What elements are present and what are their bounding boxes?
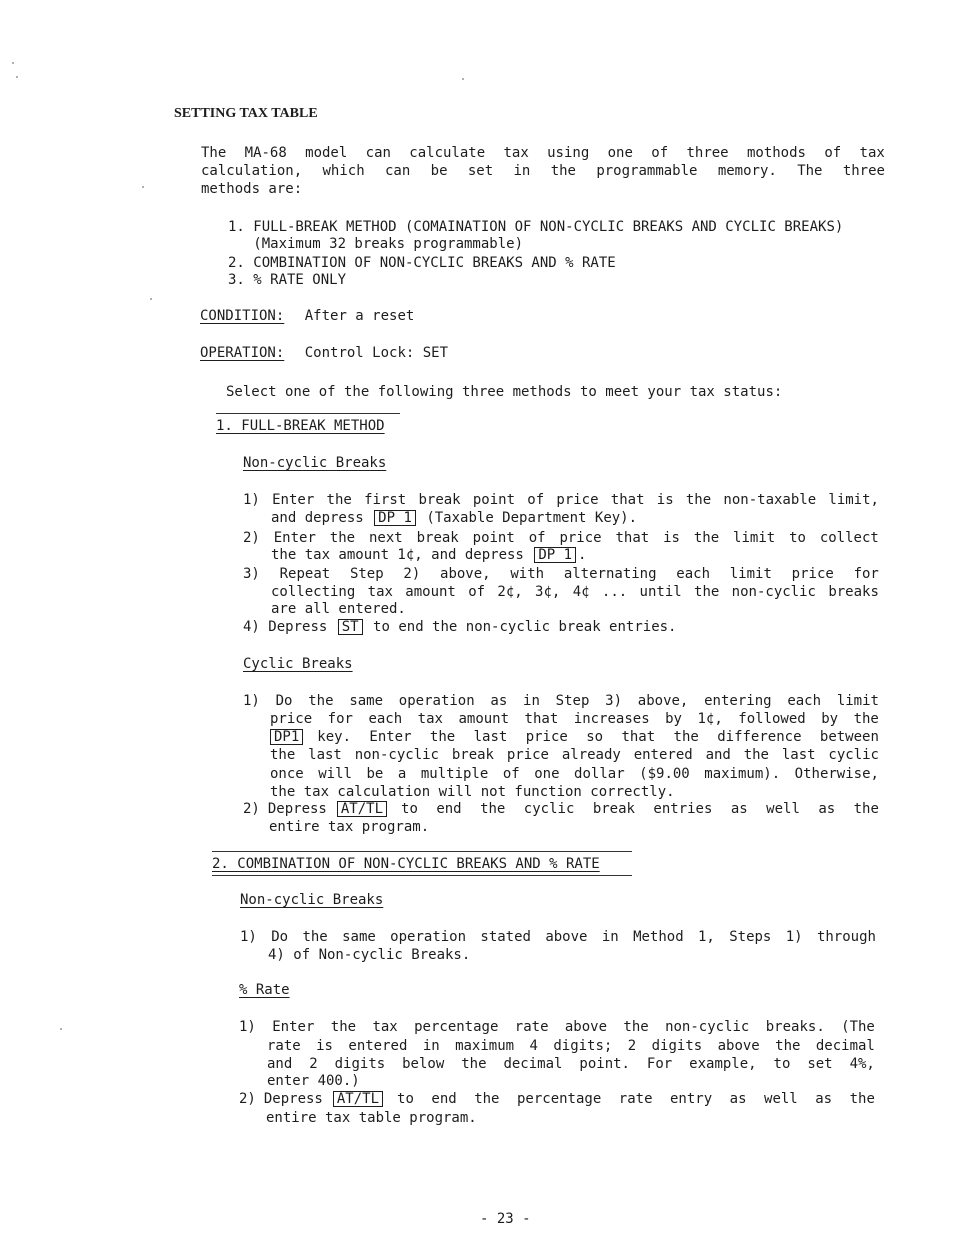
cyclic-step-2-line-2: entire tax program. (269, 819, 430, 835)
word: as (818, 801, 836, 817)
word: as (730, 801, 748, 817)
word: limit (733, 530, 776, 546)
word: and (705, 747, 731, 763)
step-2-line-1 (243, 529, 879, 547)
scan-speck (16, 76, 18, 78)
word: collect (819, 530, 879, 546)
word: The (797, 163, 823, 179)
word: alternating (563, 566, 657, 582)
word: end (436, 801, 462, 817)
word: amount (405, 584, 456, 600)
noncyclic-title-2: Non-cyclic Breaks (240, 892, 384, 908)
cyclic-step-1-line-4 (270, 746, 879, 764)
word: in (523, 693, 540, 709)
condition-row (200, 307, 414, 325)
step-3-line-3: are all entered. (271, 601, 406, 617)
word: the (673, 729, 699, 745)
word: three (842, 163, 885, 179)
cyclic-step-1-line-5 (270, 765, 879, 783)
word: tax (372, 1019, 398, 1035)
word: the (326, 492, 352, 508)
cyclic-step-1-line-3 (270, 728, 879, 746)
scan-speck (150, 298, 152, 300)
word: in (601, 929, 619, 945)
word: to (789, 530, 806, 546)
word: the (270, 747, 296, 763)
word: programmable (596, 163, 698, 179)
word: as (490, 693, 508, 709)
word: entry (670, 1091, 713, 1107)
word: is (663, 530, 680, 546)
step-3-line-1 (243, 565, 879, 583)
section-2-underline (212, 875, 632, 876)
rate-step-1-line-3 (267, 1055, 875, 1073)
word: a (397, 766, 407, 782)
word: be (366, 766, 384, 782)
word: the (308, 693, 334, 709)
word: difference (717, 729, 802, 745)
word: last (781, 747, 816, 763)
section-2-overline (212, 851, 632, 852)
word: rate (618, 1091, 653, 1107)
word: break (451, 747, 494, 763)
word: Enter (272, 1019, 315, 1035)
word: through (816, 929, 876, 945)
word: maximum (455, 1038, 515, 1054)
word: 1¢, (697, 711, 723, 727)
word: 3) (243, 566, 260, 582)
word: of (824, 145, 842, 161)
method-item-1-note: (Maximum 32 breaks programmable) (228, 236, 524, 252)
word: which (322, 163, 365, 179)
word: non-cyclic (731, 584, 816, 600)
word: decimal (815, 1038, 875, 1054)
word: the (550, 163, 576, 179)
word: 4%, (849, 1056, 875, 1072)
word: that (610, 492, 645, 508)
step-1-line-2: and depress DP 1 (Taxable Department Key). (271, 510, 638, 526)
at-tl-key: AT/TL (337, 801, 387, 817)
scan-speck (60, 1028, 62, 1030)
word: in (422, 1038, 440, 1054)
word: point (472, 530, 515, 546)
word: breaks (828, 584, 879, 600)
word: to (397, 1091, 414, 1107)
word: be (430, 163, 448, 179)
dp1-key: DP 1 (374, 510, 416, 526)
word: price (556, 492, 599, 508)
word: is (316, 1038, 333, 1054)
word: of (468, 584, 486, 600)
word: as (815, 1091, 833, 1107)
word: above, (440, 566, 491, 582)
rate-step-1-line-1 (239, 1018, 875, 1036)
word: 2 (627, 1038, 637, 1054)
st-key: ST (338, 619, 363, 635)
page-title: SETTING TAX TABLE (174, 106, 318, 121)
word: ($9.00 (639, 766, 690, 782)
word: the (849, 1091, 875, 1107)
word: decimal (503, 1056, 563, 1072)
word: the (461, 1056, 487, 1072)
word: next (368, 530, 403, 546)
word: break (592, 801, 635, 817)
word: that (615, 530, 650, 546)
cyclic-step-1-line-2 (270, 710, 879, 728)
word: set (807, 1056, 833, 1072)
word: Repeat (279, 566, 331, 582)
word: maximum). (704, 766, 781, 782)
word: digits (651, 1038, 703, 1054)
word: 2 (309, 1056, 318, 1072)
word: price (270, 711, 313, 727)
word: one (607, 145, 633, 161)
word: price (791, 566, 834, 582)
word: 4¢ (572, 584, 590, 600)
word: in (513, 163, 531, 179)
word: operation (398, 693, 475, 709)
word: rate (514, 1019, 549, 1035)
word: will (318, 766, 352, 782)
word: amount (458, 711, 510, 727)
word: same (349, 693, 384, 709)
word: for (327, 711, 353, 727)
word: limit (729, 566, 772, 582)
word: 1) (785, 929, 803, 945)
word: digits; (553, 1038, 613, 1054)
combo-step-1-line-2: 4) of Non-cyclic Breaks. (268, 947, 471, 963)
step-3-line-2 (271, 583, 879, 601)
word: calculate (409, 145, 486, 161)
word: price (506, 747, 549, 763)
rate-step-1-line-2 (267, 1037, 875, 1055)
word: MA-68 (244, 145, 287, 161)
word: 1) (240, 929, 257, 945)
word: for (853, 566, 879, 582)
word: the (623, 1019, 649, 1035)
word: collecting (271, 584, 356, 600)
word: break (416, 530, 459, 546)
word: can (385, 163, 411, 179)
word: the (480, 801, 506, 817)
word: breaks. (765, 1019, 825, 1035)
word: the (474, 1091, 500, 1107)
word: stated (480, 929, 531, 945)
scan-speck (12, 62, 14, 64)
word: above, (637, 693, 689, 709)
word: so (586, 729, 604, 745)
word: and (267, 1056, 293, 1072)
word: well (766, 801, 800, 817)
word: point. (579, 1056, 630, 1072)
word: Step (555, 693, 590, 709)
word: the (775, 1038, 801, 1054)
word: between (819, 729, 879, 745)
word: 1) (239, 1019, 256, 1035)
intro-line-1 (201, 144, 885, 162)
word: the (853, 711, 879, 727)
word: the (330, 1019, 357, 1035)
word: example, (689, 1056, 757, 1072)
word: entries (653, 801, 713, 817)
section-2-title: 2. COMBINATION OF NON-CYCLIC BREAKS AND % RATE (212, 856, 600, 872)
operation-row (200, 344, 448, 362)
word: 2¢, (497, 584, 523, 600)
word: Otherwise, (794, 766, 879, 782)
rate-step-2-line-2: entire tax table program. (266, 1110, 477, 1126)
word: mothods (746, 145, 806, 161)
word: 3¢, (535, 584, 561, 600)
word: as (729, 1091, 747, 1107)
word: Enter (369, 729, 412, 745)
word: using (547, 145, 590, 161)
combo-step-1-line-1 (240, 928, 876, 946)
word: each (368, 711, 403, 727)
word: the (685, 492, 712, 508)
scan-speck (462, 78, 464, 80)
word: memory. (717, 163, 777, 179)
word: the (429, 729, 456, 745)
word: cyclic (523, 801, 575, 817)
word: limit, (828, 492, 879, 508)
word: model (305, 145, 348, 161)
word: tax (859, 145, 885, 161)
page-number: - 23 - (480, 1211, 531, 1227)
word: first (364, 492, 407, 508)
noncyclic-title: Non-cyclic Breaks (243, 455, 387, 471)
word: price (559, 530, 602, 546)
word: 1) (243, 492, 260, 508)
scan-speck (142, 186, 144, 188)
word: price (525, 729, 568, 745)
select-instruction: Select one of the following three methods to meet your tax status: (226, 384, 783, 400)
step-1-line-1 (243, 491, 879, 509)
word: dollar (574, 766, 625, 782)
cyclic-step-1-line-1 (243, 692, 879, 710)
rate-step-1-line-4: enter 400.) (267, 1073, 360, 1089)
method-item-2: 2. COMBINATION OF NON-CYCLIC BREAKS AND % RATE (228, 255, 616, 271)
word: 4 (529, 1038, 538, 1054)
word: entered (348, 1038, 408, 1054)
word: above (564, 1019, 608, 1035)
word: of (528, 530, 546, 546)
word: last (473, 729, 508, 745)
word: of (502, 766, 520, 782)
word: that (621, 729, 656, 745)
word: non-cyclic (665, 1019, 750, 1035)
word: the (694, 584, 720, 600)
word: above (717, 1038, 760, 1054)
word: by (821, 711, 839, 727)
cyclic-step-1-line-6: the tax calculation will not function correctly. (270, 784, 675, 800)
word: end (431, 1091, 457, 1107)
word: of (527, 492, 545, 508)
word: 1, (698, 929, 715, 945)
word: 3) (605, 693, 623, 709)
word: the (743, 747, 769, 763)
word: rate (267, 1038, 301, 1054)
rate-title: % Rate (239, 982, 290, 998)
word: above (545, 929, 588, 945)
section-1-overline (216, 413, 400, 414)
word: of (651, 145, 669, 161)
word: (The (841, 1019, 875, 1035)
word: cyclic (828, 747, 879, 763)
at-tl-key: AT/TL (333, 1091, 383, 1107)
dp1-key: DP 1 (534, 547, 576, 563)
word: can (365, 145, 391, 161)
word: For (646, 1056, 673, 1072)
word: operation (390, 929, 467, 945)
word: percentage (516, 1091, 602, 1107)
word: is (656, 492, 674, 508)
word: that (524, 711, 559, 727)
step-2-line-2: the tax amount 1¢, and depress DP 1 . (271, 547, 587, 563)
word: well (764, 1091, 798, 1107)
word: key. (317, 729, 352, 745)
word: 1) (243, 693, 260, 709)
word: with (510, 566, 545, 582)
cyclic-step-2-line-1: 2) Depress AT/TL to end the cyclic break entries as well as the (243, 801, 879, 817)
word: by (665, 711, 682, 727)
word: tax (417, 711, 443, 727)
word: already (561, 747, 621, 763)
word: break (418, 492, 461, 508)
rate-step-2-line-1: 2) Depress AT/TL to end the percentage rate entry as well as the (239, 1091, 875, 1107)
operation-value: Control Lock: SET (304, 345, 449, 361)
word: to (401, 801, 418, 817)
word: each (787, 693, 822, 709)
word: set (467, 163, 494, 179)
word: increases (573, 711, 650, 727)
word: each (676, 566, 710, 582)
method-item-3: 3. % RATE ONLY (228, 272, 347, 288)
method-item-1: 1. FULL-BREAK METHOD (COMAINATION OF NON-CYCLIC BREAKS AND CYCLIC BREAKS) (228, 219, 844, 235)
word: Do (271, 929, 289, 945)
word: one (534, 766, 560, 782)
word: Step (349, 566, 384, 582)
intro-line-2 (201, 162, 885, 180)
condition-label: CONDITION: (200, 308, 285, 324)
word: percentage (414, 1019, 499, 1035)
word: the (329, 530, 356, 546)
word: followed (738, 711, 806, 727)
condition-value: After a reset (304, 308, 415, 324)
word: until (639, 584, 682, 600)
word: once (270, 766, 304, 782)
word: three (686, 145, 729, 161)
word: same (342, 929, 376, 945)
word: digits (334, 1056, 386, 1072)
word: multiple (420, 766, 489, 782)
word: non-taxable (723, 492, 817, 508)
word: calculation, (201, 163, 303, 179)
word: the (302, 929, 328, 945)
word: limit (836, 693, 879, 709)
word: the (693, 530, 720, 546)
word: the (853, 801, 879, 817)
step-4-line: 4) Depress ST to end the non-cyclic break entries. (243, 619, 677, 635)
word: entered (633, 747, 693, 763)
word: tax (503, 145, 529, 161)
word: 2) (243, 530, 260, 546)
word: Do (275, 693, 293, 709)
word: Method (633, 929, 684, 945)
word: ... (601, 584, 628, 600)
word: point (472, 492, 516, 508)
cyclic-title: Cyclic Breaks (243, 656, 353, 672)
word: Enter (272, 492, 315, 508)
word: Steps (729, 929, 772, 945)
dp1-key: DP1 (270, 729, 303, 745)
word: 2) (403, 566, 421, 582)
word: Enter (273, 530, 316, 546)
word: last (308, 747, 342, 763)
word: tax (367, 584, 393, 600)
intro-line-3: methods are: (201, 181, 303, 197)
word: below (402, 1056, 445, 1072)
word: to (773, 1056, 791, 1072)
word: entering (704, 693, 772, 709)
word: non-cyclic (354, 747, 439, 763)
operation-label: OPERATION: (200, 345, 285, 361)
word: The (201, 145, 227, 161)
section-1-title: 1. FULL-BREAK METHOD (216, 418, 385, 434)
